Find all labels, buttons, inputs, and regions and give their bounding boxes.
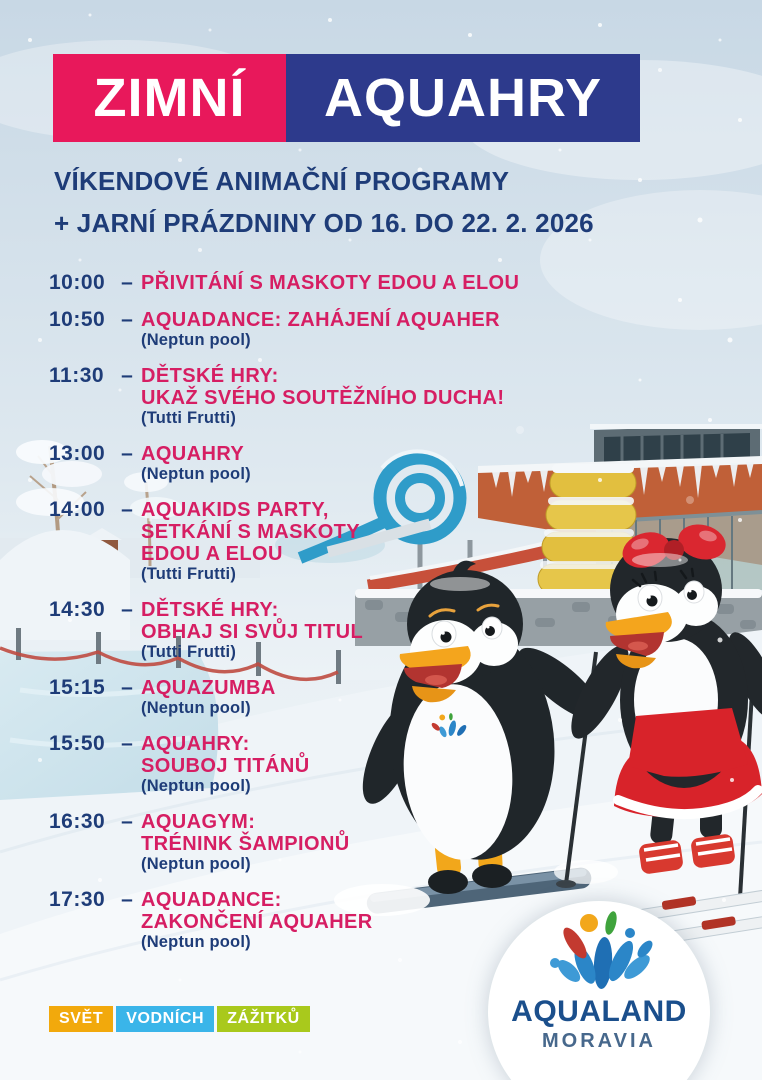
schedule-item (49, 889, 549, 952)
schedule-dash: – (121, 442, 133, 465)
footer-badge-1: SVĚT (49, 1006, 113, 1032)
ela-red-bodice (628, 708, 748, 777)
logo-subname: MORAVIA (542, 1030, 656, 1052)
event-title-line: DĚTSKÉ HRY: (141, 599, 279, 621)
event-title-line: UKAŽ SVÉHO SOUTĚŽNÍHO DUCHA! (141, 387, 505, 409)
footer-badges (49, 1006, 310, 1032)
schedule-event (141, 365, 549, 428)
schedule-item (49, 733, 549, 796)
schedule-time: 10:00 (49, 271, 106, 294)
schedule-time: 13:00 (49, 442, 106, 465)
event-location: (Neptun pool) (141, 855, 251, 873)
schedule-dash: – (121, 308, 133, 331)
schedule-item (49, 443, 549, 484)
title-zimni: ZIMNÍ (53, 54, 286, 142)
schedule-item (49, 499, 549, 584)
schedule-event (141, 443, 549, 484)
event-title-line: AQUAHRY: (141, 733, 250, 755)
schedule-item (49, 811, 549, 874)
event-location: (Tutti Frutti) (141, 565, 237, 583)
schedule-dash: – (121, 810, 133, 833)
schedule-item (49, 309, 549, 350)
event-title-line: AQUADANCE: ZAHÁJENÍ AQUAHER (141, 309, 500, 331)
title-aquahry: AQUAHRY (286, 54, 640, 142)
schedule-item (49, 365, 549, 428)
schedule-time: 14:30 (49, 598, 106, 621)
event-title-line: EDOU A ELOU (141, 543, 283, 565)
event-location: (Neptun pool) (141, 933, 251, 951)
event-title-line: PŘIVITÁNÍ S MASKOTY EDOU A ELOU (141, 272, 520, 294)
footer-badge-2: VODNÍCH (116, 1006, 214, 1032)
schedule-event (141, 733, 549, 796)
schedule-dash: – (121, 732, 133, 755)
schedule-event (141, 599, 549, 662)
water-splash-icon (533, 911, 665, 997)
schedule-time: 10:50 (49, 308, 106, 331)
event-title-line: SETKÁNÍ S MASKOTY (141, 521, 361, 543)
event-location: (Neptun pool) (141, 777, 251, 795)
title-banner (53, 54, 640, 142)
event-location: (Tutti Frutti) (141, 409, 237, 427)
event-title-line: AQUAKIDS PARTY, (141, 499, 329, 521)
schedule-dash: – (121, 676, 133, 699)
footer-badge-3: ZÁŽITKŮ (217, 1006, 310, 1032)
schedule-time: 11:30 (49, 364, 105, 387)
event-location: (Neptun pool) (141, 699, 251, 717)
schedule-event (141, 811, 549, 874)
schedule-item (49, 599, 549, 662)
event-title-line: DĚTSKÉ HRY: (141, 365, 279, 387)
schedule-event (141, 499, 549, 584)
event-location: (Neptun pool) (141, 331, 251, 349)
schedule-dash: – (121, 888, 133, 911)
event-title-line: TRÉNINK ŠAMPIONŮ (141, 833, 350, 855)
schedule-time: 14:00 (49, 498, 106, 521)
schedule-event (141, 309, 549, 350)
event-title-line: AQUAZUMBA (141, 677, 276, 699)
schedule-item (49, 677, 549, 718)
event-title-line: ZAKONČENÍ AQUAHER (141, 911, 373, 933)
event-location: (Tutti Frutti) (141, 643, 237, 661)
event-title-line: OBHAJ SI SVŮJ TITUL (141, 621, 364, 643)
schedule-event (141, 272, 549, 294)
event-title-line: AQUAGYM: (141, 811, 256, 833)
schedule-dash: – (121, 498, 133, 521)
logo-name: AQUALAND (511, 995, 687, 1028)
schedule-dash: – (121, 598, 133, 621)
schedule-dash: – (121, 364, 133, 387)
event-title-line: AQUAHRY (141, 443, 245, 465)
schedule-event (141, 889, 549, 952)
schedule-event (141, 677, 549, 718)
schedule-dash: – (121, 271, 133, 294)
event-title-line: SOUBOJ TITÁNŮ (141, 755, 310, 777)
schedule-time: 16:30 (49, 810, 106, 833)
schedule-item (49, 272, 549, 294)
subtitle (54, 160, 594, 244)
schedule-time: 17:30 (49, 888, 106, 911)
event-location: (Neptun pool) (141, 465, 251, 483)
subtitle-line-2: + JARNÍ PRÁZDNINY OD 16. DO 22. 2. 2026 (54, 208, 594, 238)
event-title-line: AQUADANCE: (141, 889, 282, 911)
subtitle-line-1: VÍKENDOVÉ ANIMAČNÍ PROGRAMY (54, 166, 510, 196)
schedule-time: 15:50 (49, 732, 106, 755)
schedule-list (49, 272, 549, 952)
schedule-time: 15:15 (49, 676, 106, 699)
